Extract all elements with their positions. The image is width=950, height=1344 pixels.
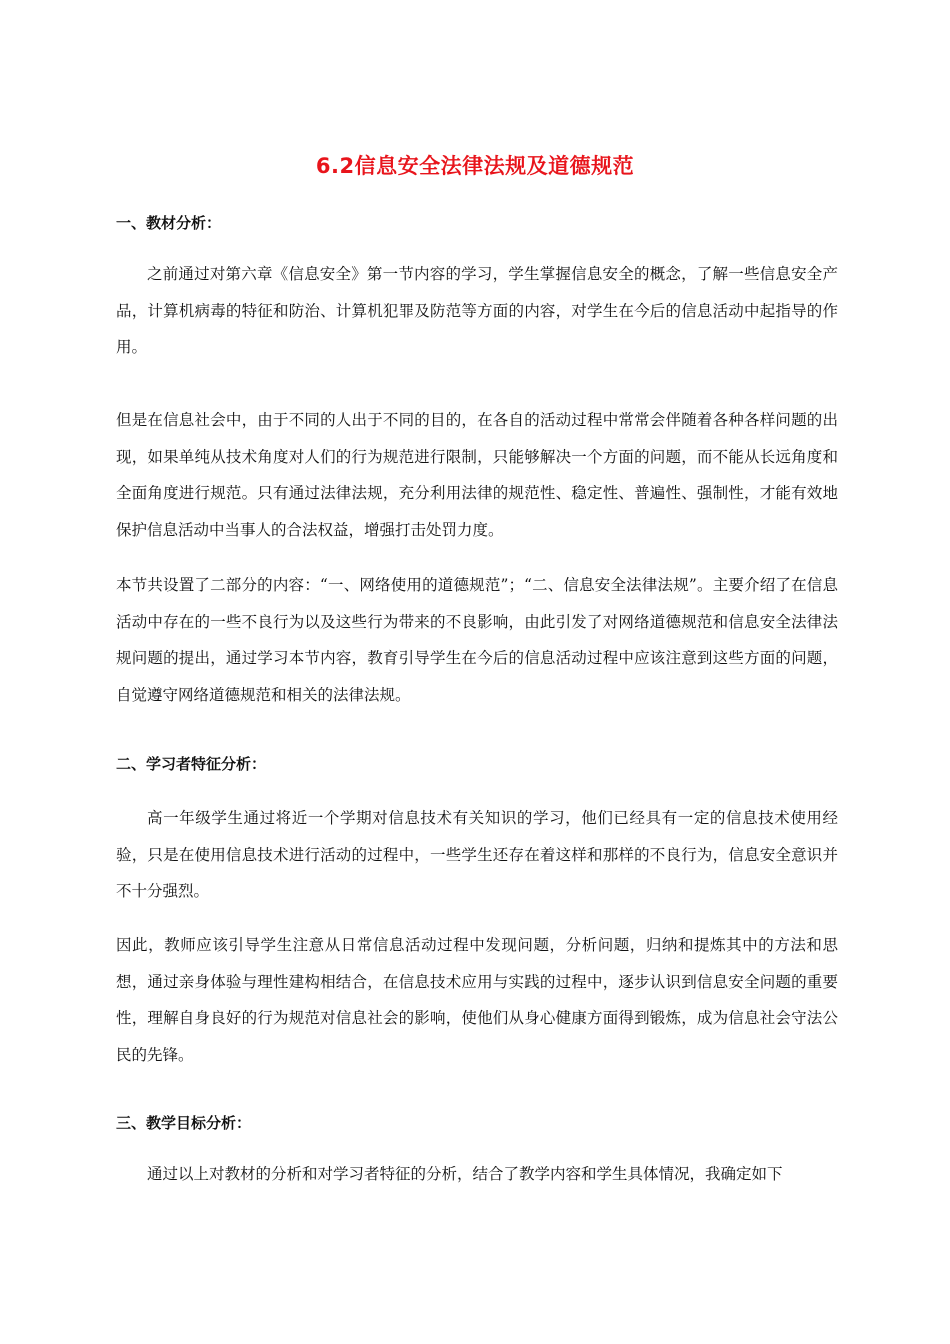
paragraph: 高一年级学生通过将近一个学期对信息技术有关知识的学习，他们已经具有一定的信息技术使用经验，只是在使用信息技术进行活动的过程中，一些学生还存在着这样和那样的不良行为，信息安全意识并不十分强烈。 xyxy=(116,809,838,900)
paragraph: 本节共设置了二部分的内容：“一、网络使用的道德规范”；“二、信息安全法律法规”。主要介绍了在信息活动中存在的一些不良行为以及这些行为带来的不良影响，由此引发了对网络道德规范和信息安全法律法规问题的提出，通过学习本节内容，教育引导学生在今后的信息活动过程中应该注意到这些方面的问题，自觉遵守网络道德规范和相关的法律法规。 xyxy=(116,576,838,704)
paragraph: 但是在信息社会中，由于不同的人出于不同的目的，在各自的活动过程中常常会伴随着各种各样问题的出现，如果单纯从技术角度对人们的行为规范进行限制，只能够解决一个方面的问题，而不能从长远角度和全面角度进行规范。只有通过法律法规，充分利用法律的规范性、稳定性、普遍性、强制性，才能有效地保护信息活动中当事人的合法权益，增强打击处罚力度。 xyxy=(116,411,838,539)
paragraph: 之前通过对第六章《信息安全》第一节内容的学习，学生掌握信息安全的概念，了解一些信息安全产品，计算机病毒的特征和防治、计算机犯罪及防范等方面的内容，对学生在今后的信息活动中起指导的作用。 xyxy=(116,265,838,356)
section-heading-learner-analysis: 二、学习者特征分析： xyxy=(116,755,267,773)
paragraph: 通过以上对教材的分析和对学习者特征的分析，结合了教学内容和学生具体情况，我确定如下 xyxy=(147,1165,783,1183)
section-heading-teaching-goals: 三、教学目标分析： xyxy=(116,1114,252,1132)
document-title: 6.2信息安全法律法规及道德规范 xyxy=(315,154,635,178)
paragraph: 因此，教师应该引导学生注意从日常信息活动过程中发现问题，分析问题，归纳和提炼其中的方法和思想，通过亲身体验与理性建构相结合，在信息技术应用与实践的过程中，逐步认识到信息安全问题的重要性，理解自身良好的行为规范对信息社会的影响，使他们从身心健康方面得到锻炼，成为信息社会守法公民的先锋。 xyxy=(116,936,838,1064)
section-heading-textbook-analysis: 一、教材分析： xyxy=(116,214,222,232)
